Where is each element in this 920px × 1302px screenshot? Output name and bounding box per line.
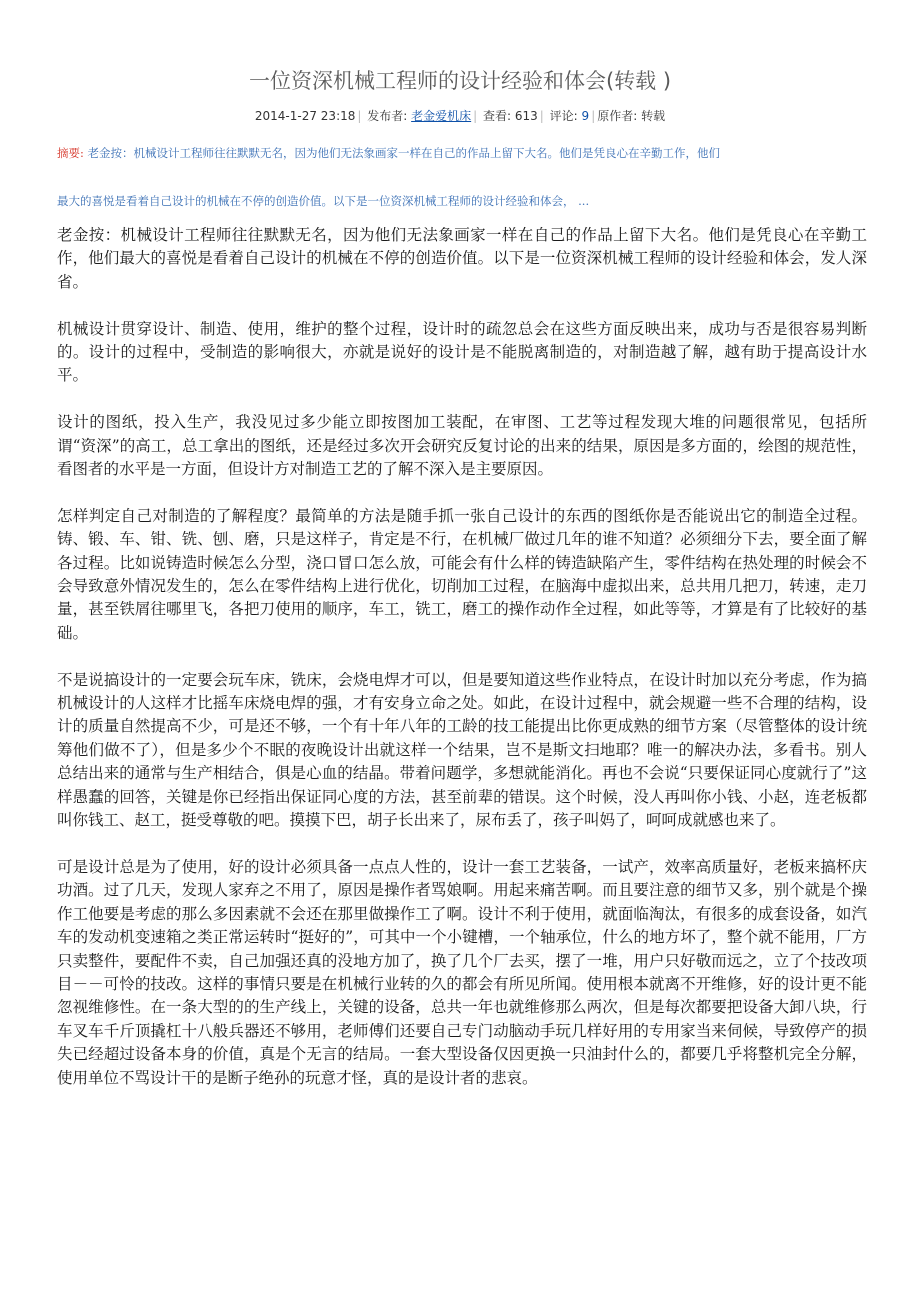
article-meta bbox=[0, 106, 920, 126]
article-body bbox=[57, 224, 867, 1113]
meta-separator: | bbox=[357, 109, 362, 123]
page-title: 一位资深机械工程师的设计经验和体会(转载 ) bbox=[248, 69, 672, 93]
paragraph: 可是设计总是为了使用，好的设计必须具备一点点人性的，设计一套工艺装备，一试产，效率高质量好，老板来搞杯庆功酒。过了几天，发现人家弃之不用了，原因是操作者骂娘啊。用起来痛苦啊。而且要注意的细节又多，别个就是个操作工他要是考虑的那么多因素就不会还在那里做操作工了啊。设计不利于使用，就面临淘汰，有很多的成套设备，如汽车的发动机变速箱之类正常运转时“挺好的”，可其中一个小键槽，一个轴承位，什么的地方坏了，整个就不能用，厂方只卖整件，要配件不卖，自己加强还真的没地方加了，换了几个厂去买，摆了一堆，用户只好敬而远之，立了个技改项目－－可怜的技改。这样的事情只要是在机械行业转的久的都会有所见所闻。使用根本就离不开维修，好的设计更不能忽视维修性。在一条大型的的生产线上，关键的设备，总共一年也就维修那么两次，但是每次都要把设备大卸八块，行车叉车千斤顶撬杠十八般兵器还不够用，老师傅们还要自己专门动脑动手玩几样好用的专用家当来伺候，导致停产的损失已经超过设备本身的价值，真是个无言的结局。一套大型设备仅因更换一只油封什么的，都要几乎将整机完全分解，使用单位不骂设计干的是断子绝孙的玩意才怪，真的是设计者的悲哀。 bbox=[57, 857, 867, 1087]
views-count: 613 bbox=[514, 109, 538, 123]
publisher-link[interactable]: 老金爱机床 bbox=[411, 109, 472, 123]
summary-label: 摘要: bbox=[57, 146, 84, 160]
views-label: 查看: bbox=[483, 109, 512, 123]
original-author: 转载 bbox=[641, 109, 666, 123]
summary-line-1 bbox=[57, 140, 867, 166]
meta-separator: | bbox=[473, 109, 478, 123]
meta-separator: | bbox=[591, 109, 596, 123]
publisher-label: 发布者: bbox=[367, 109, 408, 123]
paragraph: 老金按：机械设计工程师往往默默无名，因为他们无法象画家一样在自己的作品上留下大名。他们是凭良心在辛勤工作，他们最大的喜悦是看着自己设计的机械在不停的创造价值。以下是一位资深机械工程师的设计经验和体会，发人深省。 bbox=[57, 226, 867, 291]
original-author-label: 原作者: bbox=[597, 109, 638, 123]
comments-count[interactable]: 9 bbox=[581, 109, 590, 123]
meta-separator: | bbox=[539, 109, 544, 123]
paragraph: 机械设计贯穿设计、制造、使用，维护的整个过程，设计时的疏忽总会在这些方面反映出来，成功与否是很容易判断的。设计的过程中，受制造的影响很大，亦就是说好的设计是不能脱离制造的，对制造越了解，越有助于提高设计水平。 bbox=[57, 319, 867, 385]
post-date: 2014-1-27 23:18 bbox=[254, 109, 356, 123]
summary-text-1: 老金按：机械设计工程师往往默默无名，因为他们无法象画家一样在自己的作品上留下大名。他们是凭良心在辛勤工作，他们 bbox=[87, 146, 721, 160]
paragraph: 怎样判定自己对制造的了解程度？最简单的方法是随手抓一张自己设计的东西的图纸你是否能说出它的制造全过程。铸、锻、车、钳、铣、刨、磨，只是这样子，肯定是不行，在机械厂做过几年的谁不知道？必须细分下去，要全面了解各过程。比如说铸造时候怎么分型，浇口冒口怎么放，可能会有什么样的铸造缺陷产生，零件结构在热处理的时候会不会导致意外情况发生的，怎么在零件结构上进行优化，切削加工过程，在脑海中虚拟出来，总共用几把刀，转速，走刀量，甚至铁屑往哪里飞，各把刀使用的顺序，车工，铣工，磨工的操作动作全过程，如此等等，才算是有了比较好的基础。 bbox=[57, 506, 867, 642]
paragraph: 设计的图纸，投入生产，我没见过多少能立即按图加工装配，在审图、工艺等过程发现大堆的问题很常见，包括所谓“资深”的高工，总工拿出的图纸，还是经过多次开会研究反复讨论的出来的结果，原因是多方面的，绘图的规范性，看图者的水平是一方面，但设计方对制造工艺的了解不深入是主要原因。 bbox=[57, 413, 867, 479]
comments-label: 评论: bbox=[549, 109, 578, 123]
summary-line-2: 最大的喜悦是看着自己设计的机械在不停的创造价值。以下是一位资深机械工程师的设计经验和体会， ... bbox=[57, 194, 590, 208]
paragraph: 不是说搞设计的一定要会玩车床，铣床，会烧电焊才可以，但是要知道这些作业特点，在设计时加以充分考虑，作为搞机械设计的人这样才比摇车床烧电焊的强，才有安身立命之处。如此，在设计过程中，就会规避一些不合理的结构，设计的质量自然提高不少，可是还不够，一个有十年八年的工龄的技工能提出比你更成熟的细节方案（尽管整体的设计统筹他们做不了），但是多少个不眠的夜晚设计出就这样一个结果，岂不是斯文扫地耶？唯一的解决办法，多看书。别人总结出来的通常与生产相结合，俱是心血的结晶。带着问题学，多想就能消化。再也不会说“只要保证同心度就行了”这样愚蠢的回答，关键是你已经指出保证同心度的方法，甚至前辈的错误。这个时候，没人再叫你小钱、小赵，连老板都叫你钱工、赵工，挺受尊敬的吧。摸摸下巴，胡子长出来了，尿布丢了，孩子叫妈了，呵呵成就感也来了。 bbox=[57, 670, 867, 830]
article-summary bbox=[57, 140, 867, 214]
